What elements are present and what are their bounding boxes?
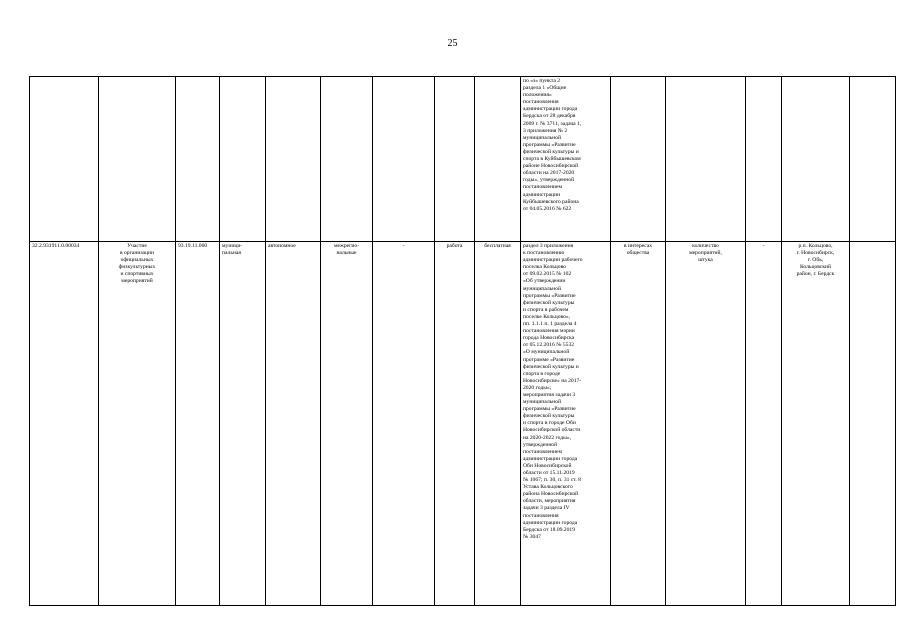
table-cell [850, 77, 896, 242]
okved-code-cell: 93.19.11.000 [176, 242, 220, 606]
table-cell [666, 77, 746, 242]
registry-table [29, 76, 896, 606]
registry-code-cell: 32.2.931911.0.00034 [30, 242, 99, 606]
payment-type-cell: бесплатная [475, 242, 521, 606]
table-cell [746, 77, 782, 242]
table-cell: - [373, 242, 435, 606]
event-level-cell: межрегио- нальные [321, 242, 373, 606]
consumers-cell: в интересах общества [611, 242, 666, 606]
legal-basis-cell: по «з» пункта 2 раздела 1 «Общие положения» постановления администрации города Бердска от 28 декабря 2009 г. № 3711, задача 1, 3 приложения № 2 муниципальной программы «Развитие физической культуры и спорта в Куйбышевском районе Новосибирской области на 2017-2020 годы», утвержденной постановлением администрации Куйбышевского района от 04.05.2016 № 622 [521, 77, 611, 242]
service-type-cell: работа [435, 242, 475, 606]
table-cell [475, 77, 521, 242]
work-name-cell: Участие в организации официальных физкультурных и спортивных мероприятий [99, 242, 176, 606]
table-cell [99, 77, 176, 242]
volume-indicator-cell: количество мероприятий, штука [666, 242, 746, 606]
table-cell [435, 77, 475, 242]
table-cell [321, 77, 373, 242]
table-row [30, 77, 896, 242]
ownership-cell: муници- пальная [220, 242, 266, 606]
table-row [30, 242, 896, 606]
table-cell [176, 77, 220, 242]
table-cell [850, 242, 896, 606]
table-cell [782, 77, 850, 242]
location-cell: р.п. Кольцово, г. Новосибирск, г. Обь, Кольцовский район, г. Бердск [782, 242, 850, 606]
table-cell [373, 77, 435, 242]
table-cell [611, 77, 666, 242]
table-cell [30, 77, 99, 242]
legal-basis-cell: раздел 3 приложения к постановлению администрации рабочего поселка Кольцово от 09.02.2015 № 102 «Об утверждении муниципальной программы «Развитие физической культуры и спорта в рабочем поселке Кольцово», пп. 1.1.1 п. 1 раздела 4 постановления мэрии города Новосибирска от 05.12.2016 № 5532 «О муниципальной программе «Развитие физической культуры и спорта в городе Новосибирске» на 2017- 2020 годы»; мероприятия задачи 3 муниципальной программы «Развитие физической культуры и спорта в городе Оби Новосибирской области на 2020-2022 годы», утвержденной постановлением администрации города Оби Новосибирской области от 15.11.2019 № 1067; п. 30, п. 31 ст. 8 Устава Кольцовского района Новосибирской области, мероприятия задачи 3 раздела IV постановления администрации города Бердска от 18.09.2019 № 3047 [521, 242, 611, 606]
table-cell [266, 77, 321, 242]
institution-type-cell: автономное [266, 242, 321, 606]
page-number: 25 [447, 38, 458, 49]
table-cell [220, 77, 266, 242]
table-cell: - [746, 242, 782, 606]
